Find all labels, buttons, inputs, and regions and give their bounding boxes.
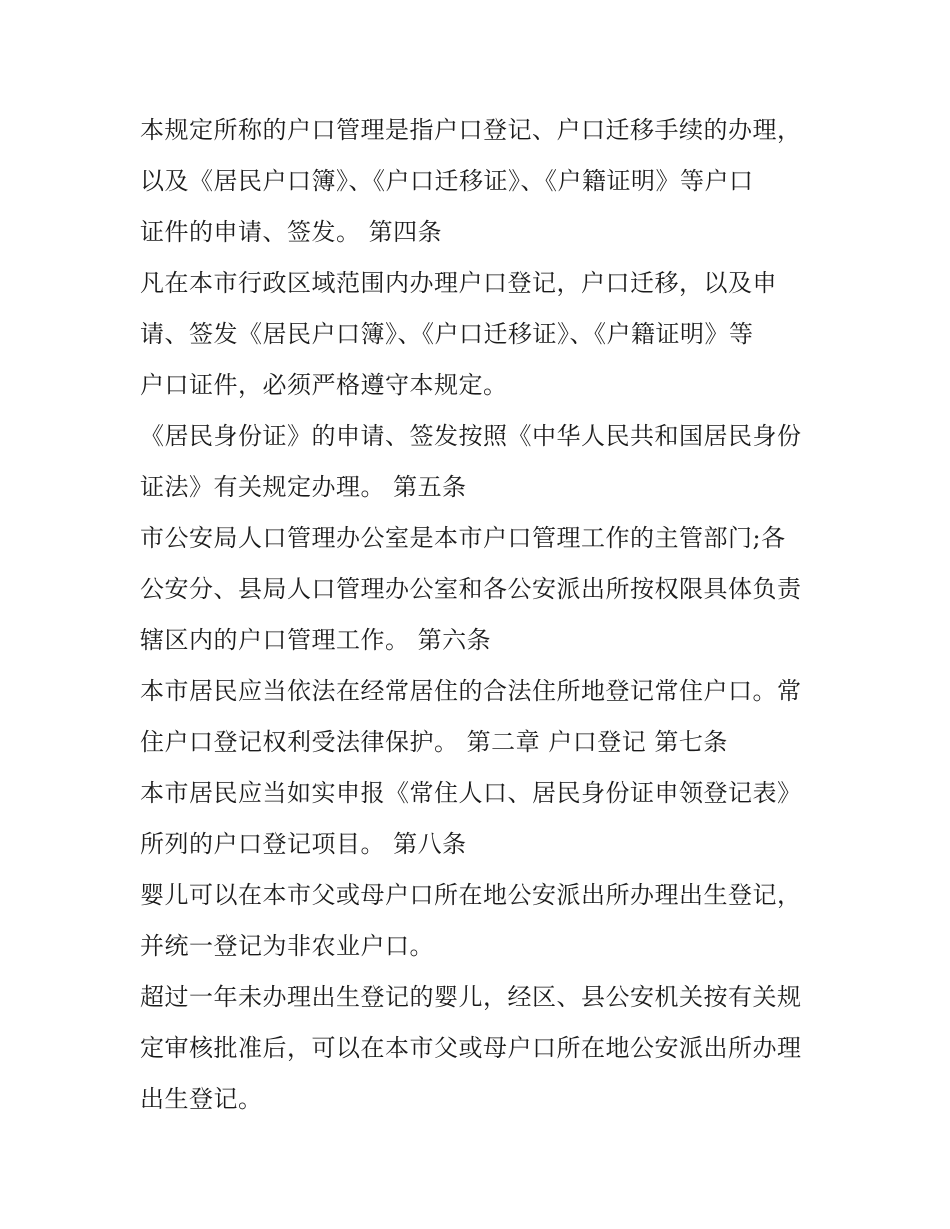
text-line: 证法》有关规定办理。 第五条 xyxy=(140,473,467,501)
text-line: 所列的户口登记项目。 第八条 xyxy=(140,830,467,858)
text-line: 本规定所称的户口管理是指户口登记、户口迁移手续的办理， xyxy=(140,116,802,144)
text-line: 证件的申请、签发。 第四条 xyxy=(140,218,443,246)
text-line: 定审核批准后，可以在本市父或母户口所在地公安派出所办理 xyxy=(140,1034,802,1062)
text-line: 凡在本市行政区域范围内办理户口登记，户口迁移，以及申 xyxy=(140,269,777,297)
text-line: 《居民身份证》的申请、签发按照《中华人民共和国居民身份 xyxy=(140,422,802,450)
text-line: 户口证件，必须严格遵守本规定。 xyxy=(140,371,508,399)
text-line: 本市居民应当依法在经常居住的合法住所地登记常住户口。常 xyxy=(140,677,802,705)
text-line: 本市居民应当如实申报《常住人口、居民身份证申领登记表》 xyxy=(140,779,802,807)
text-line: 请、签发《居民户口簿》、《户口迁移证》、《户籍证明》等 xyxy=(140,320,754,348)
text-line: 出生登记。 xyxy=(140,1085,263,1113)
text-line: 婴儿可以在本市父或母户口所在地公安派出所办理出生登记， xyxy=(140,881,802,909)
document-body xyxy=(140,105,820,1125)
text-line: 市公安局人口管理办公室是本市户口管理工作的主管部门;各 xyxy=(140,524,786,552)
text-line: 超过一年未办理出生登记的婴儿，经区、县公安机关按有关规 xyxy=(140,983,802,1011)
text-line: 以及《居民户口簿》、《户口迁移证》、《户籍证明》等户口 xyxy=(140,167,754,195)
text-line: 住户口登记权利受法律保护。 第二章 户口登记 第七条 xyxy=(140,728,728,756)
text-line: 公安分、县局人口管理办公室和各公安派出所按权限具体负责 xyxy=(140,575,802,603)
text-line: 并统一登记为非农业户口。 xyxy=(140,932,434,960)
text-line: 辖区内的户口管理工作。 第六条 xyxy=(140,626,492,654)
